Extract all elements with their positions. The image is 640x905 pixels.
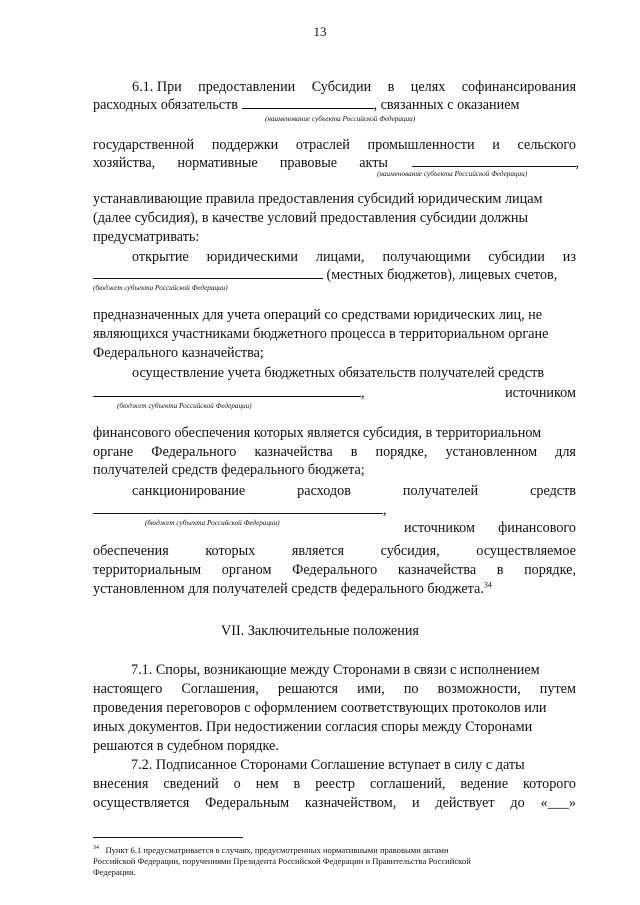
word: источником [404, 520, 475, 536]
text-line: устанавливающие правила предоставления субсидий юридическим лицам [93, 191, 543, 207]
word: получающими [382, 249, 471, 265]
word: из [562, 249, 576, 265]
word: Федерального [151, 444, 237, 460]
word: ведение [460, 776, 509, 792]
word: санкционирование [132, 483, 246, 499]
word: 6.1. При [132, 79, 182, 95]
text-line: осуществление учета бюджетных обязательств получателей средств [132, 365, 545, 381]
word: в [496, 562, 504, 578]
blank-field [93, 266, 323, 279]
word: и [412, 795, 420, 811]
word: целях [410, 79, 446, 95]
word: казначейства [254, 444, 333, 460]
word-group [404, 519, 576, 537]
word: внесения [93, 776, 149, 792]
word: лицами, [315, 249, 365, 265]
field-caption: (бюджет субъекта Российской Федерации) [93, 284, 228, 292]
word: Федерального [292, 562, 378, 578]
text-fragment: (местных бюджетов), лицевых счетов, [326, 267, 558, 283]
blank-field [412, 154, 576, 167]
word: государственной [93, 137, 195, 153]
word: до [510, 795, 525, 811]
word: юридическими [206, 249, 298, 265]
text-line [93, 794, 576, 812]
word: открытие [132, 249, 189, 265]
blank-field [242, 96, 374, 109]
word: которых [205, 543, 256, 559]
text-line: предназначенных для учета операций со средствами юридических лиц, не [93, 307, 543, 323]
word: Соглашения, [181, 681, 259, 697]
text-fragment: установленном для получателей средств федерального бюджета. [93, 581, 484, 597]
footnote-line: Российской Федерации, поручениями Президента Российской Федерации и Правительства Российской [93, 856, 471, 866]
word: сведений [163, 776, 219, 792]
word: финансового [498, 520, 576, 536]
word: хозяйства, [93, 155, 156, 171]
text-line: 7.2. Подписанное Сторонами Соглашение вступает в силу с даты [131, 757, 525, 773]
word: средств [530, 483, 576, 499]
word: в [350, 444, 358, 460]
word: и [492, 137, 500, 153]
word: промышленности [367, 137, 475, 153]
text-line: финансового обеспечения которых является субсидия, в территориальном [93, 425, 542, 441]
text-line: предусматривать: [93, 229, 200, 245]
word: казначейства [397, 562, 477, 578]
word-group [93, 154, 388, 172]
word: осуществляемое [476, 543, 576, 559]
word: Федеральным [205, 795, 290, 811]
text-line [93, 542, 576, 560]
word: Субсидии [311, 79, 372, 95]
blank-field [93, 384, 361, 397]
text-line: решаются в судебном порядке. [93, 738, 279, 754]
word: правовые [279, 155, 338, 171]
word: расходов [297, 483, 351, 499]
word: реестр [315, 776, 355, 792]
word: территориальным [93, 562, 202, 578]
text-line [93, 680, 576, 698]
footnote-separator [93, 837, 243, 838]
blank-field [93, 501, 383, 514]
word: акты [359, 155, 388, 171]
text-line [93, 266, 557, 284]
word: о [233, 776, 241, 792]
text-line [93, 384, 576, 402]
text-line: проведения переговоров с оформлением соответствующих протоколов или [93, 700, 547, 716]
text-fragment: , [361, 385, 365, 401]
word: в [293, 776, 301, 792]
word: отраслей [295, 137, 350, 153]
word: осуществляется [93, 795, 190, 811]
word: по [403, 681, 419, 697]
text-fragment: источником [505, 385, 576, 401]
text-line: являющихся участниками бюджетного процесса в территориальном органе [93, 326, 549, 342]
word: настоящего [93, 681, 163, 697]
text-line [93, 443, 576, 461]
text-fragment: расходных обязательств [93, 97, 238, 113]
text-line [132, 78, 576, 96]
word: предоставлении [198, 79, 296, 95]
text-line: иных документов. При недостижении согласия споры между Сторонами [93, 719, 533, 735]
text-line [93, 580, 492, 598]
word: органе [93, 444, 134, 460]
text-fragment: , связанных с оказанием [373, 97, 520, 113]
word: «___» [540, 795, 576, 811]
text-fragment: , [575, 155, 580, 171]
word: получателей [402, 483, 479, 499]
text-line [93, 96, 520, 114]
footnote-ref: 34 [483, 580, 492, 590]
text-fragment: , [383, 502, 387, 518]
word: порядке, [375, 444, 428, 460]
word: соглашений, [369, 776, 446, 792]
text-line: 7.1. Споры, возникающие между Сторонами в связи с исполнением [131, 662, 540, 678]
text-line [93, 561, 576, 579]
field-caption: (наименование субъекта Российской Федерации) [265, 115, 416, 123]
word: софинансирования [461, 79, 576, 95]
word: которого [523, 776, 576, 792]
field-caption: (бюджет субъекта Российской Федерации) [117, 402, 252, 410]
field-caption: (наименование субъекта Российской Федерации) [377, 170, 528, 178]
footnote-line: Федерации. [93, 867, 136, 877]
footnote-text: Пункт 6.1 предусматривается в случаях, предусмотренных нормативными правовыми актами [105, 845, 449, 855]
text-line: получателей средств федерального бюджета; [93, 462, 365, 478]
word: субсидии [488, 249, 545, 265]
word: органом [221, 562, 272, 578]
word: субсидия, [380, 543, 440, 559]
word: в [387, 79, 395, 95]
section-title: VII. Заключительные положения [221, 623, 419, 639]
word: сельского [517, 137, 576, 153]
text-line [132, 482, 576, 500]
word: казначейством, [304, 795, 397, 811]
word: для [555, 444, 576, 460]
word: путем [539, 681, 576, 697]
word: возможности, [437, 681, 521, 697]
footnote-mark: 34 [93, 845, 99, 852]
word: является [291, 543, 345, 559]
page-number: 13 [313, 24, 327, 39]
text-line: Федерального казначейства; [93, 345, 264, 361]
word: нормативные [177, 155, 258, 171]
word: установленном [445, 444, 538, 460]
text-line [93, 775, 576, 793]
word: нем [255, 776, 279, 792]
word: ими, [357, 681, 385, 697]
text-line: (далее субсидия), в качестве условий предоставления субсидии должны [93, 210, 529, 226]
word: обеспечения [93, 543, 169, 559]
word: поддержки [211, 137, 279, 153]
footnote-line [93, 845, 449, 856]
word: действует [435, 795, 495, 811]
text-line [132, 248, 576, 266]
word: порядке, [524, 562, 576, 578]
word: решаются [277, 681, 339, 697]
text-line [93, 136, 576, 154]
field-caption: (бюджет субъекта Российской Федерации) [145, 519, 280, 527]
